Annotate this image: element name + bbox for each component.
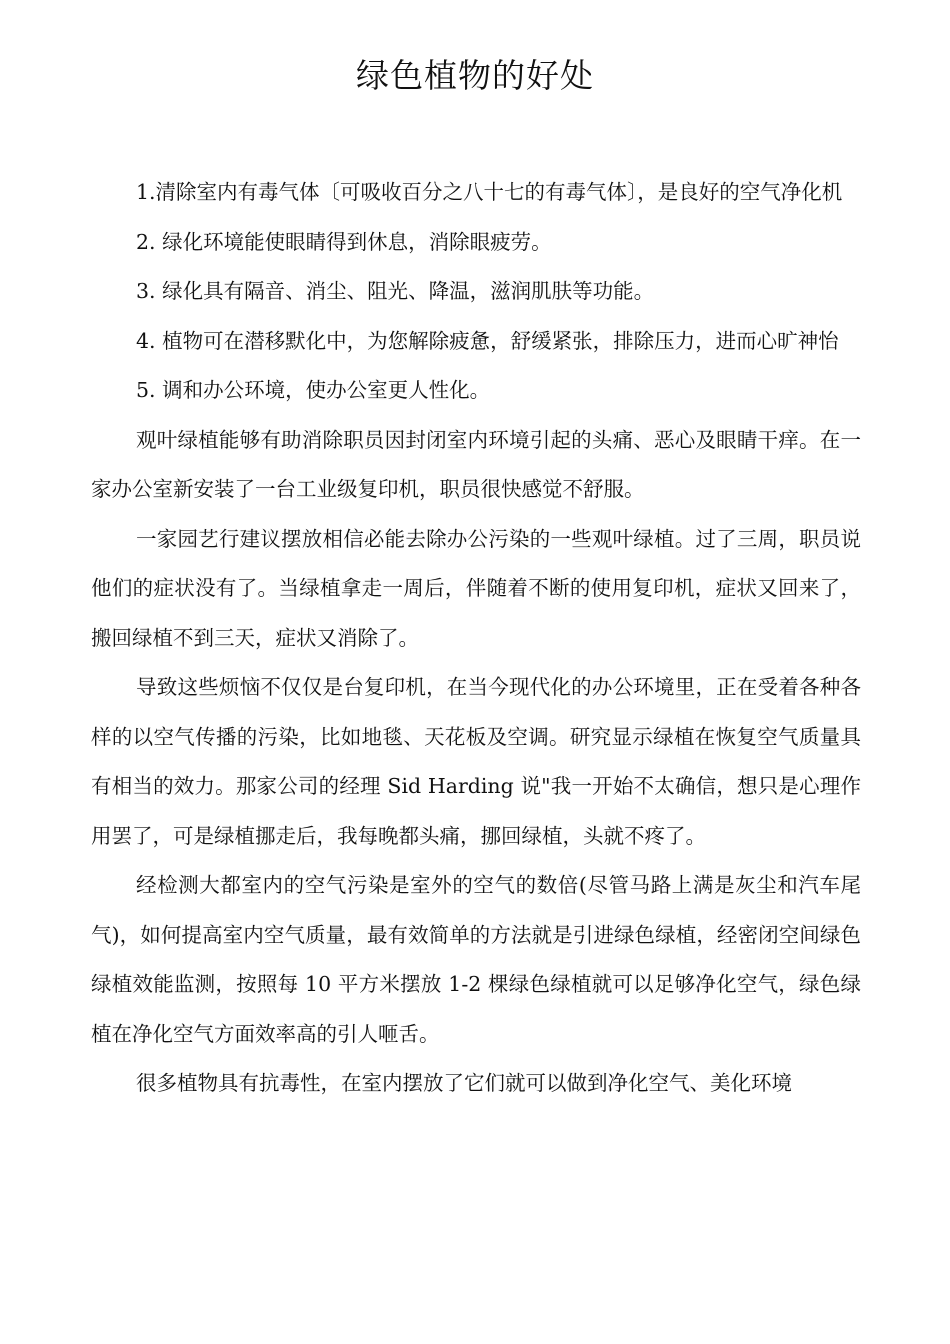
- paragraph-benefit-1: 1.清除室内有毒气体〔可吸收百分之八十七的有毒气体〕，是良好的空气净化机: [136, 180, 843, 204]
- paragraph-office-pollution: 导致这些烦恼不仅仅是台复印机，在当今现代化的办公环境里，正在受着各种各样的以空气传播的污染，比如地毯、天花板及空调。研究显示绿植在恢复空气质量具有相当的效力。那家公司的经理 Sid Harding 说"我一开始不太确信，想只是心理作用罢了，可是绿植挪走后，我每晚都头痛，挪回绿植，头就不疼了。: [91, 675, 861, 848]
- paragraph-foliage-plants: 观叶绿植能够有助消除职员因封闭室内环境引起的头痛、恶心及眼睛干痒。在一家办公室新安装了一台工业级复印机，职员很快感觉不舒服。: [91, 427, 861, 501]
- document-title: 绿色植物的好处: [356, 56, 594, 95]
- paragraph-air-quality: 经检测大都室内的空气污染是室外的空气的数倍(尽管马路上满是灰尘和汽车尾气)，如何提高室内空气质量，最有效简单的方法就是引进绿色绿植，经密闭空间绿色绿植效能监测，按照每 10 平方米摆放 1-2 棵绿色绿植就可以足够净化空气，绿色绿植在净化空气方面效率高的引人咂舌。: [91, 873, 861, 1046]
- paragraph-benefit-3: 3. 绿化具有隔音、消尘、阻光、降温，滋润肌肤等功能。: [136, 279, 655, 303]
- document-body: [91, 168, 861, 1109]
- paragraph-anti-toxic-plants: 很多植物具有抗毒性，在室内摆放了它们就可以做到净化空气、美化环境: [136, 1071, 792, 1095]
- paragraph-benefit-5: 5. 调和办公环境，使办公室更人性化。: [136, 378, 491, 402]
- paragraph-benefit-4: 4. 植物可在潜移默化中，为您解除疲惫，舒缓紧张，排除压力，进而心旷神怡: [136, 328, 839, 353]
- paragraph-benefit-2: 2. 绿化环境能使眼睛得到休息，消除眼疲劳。: [136, 229, 552, 254]
- paragraph-gardening-advice: 一家园艺行建议摆放相信必能去除办公污染的一些观叶绿植。过了三周，职员说他们的症状没有了。当绿植拿走一周后，伴随着不断的使用复印机，症状又回来了，搬回绿植不到三天，症状又消除了。: [91, 526, 861, 650]
